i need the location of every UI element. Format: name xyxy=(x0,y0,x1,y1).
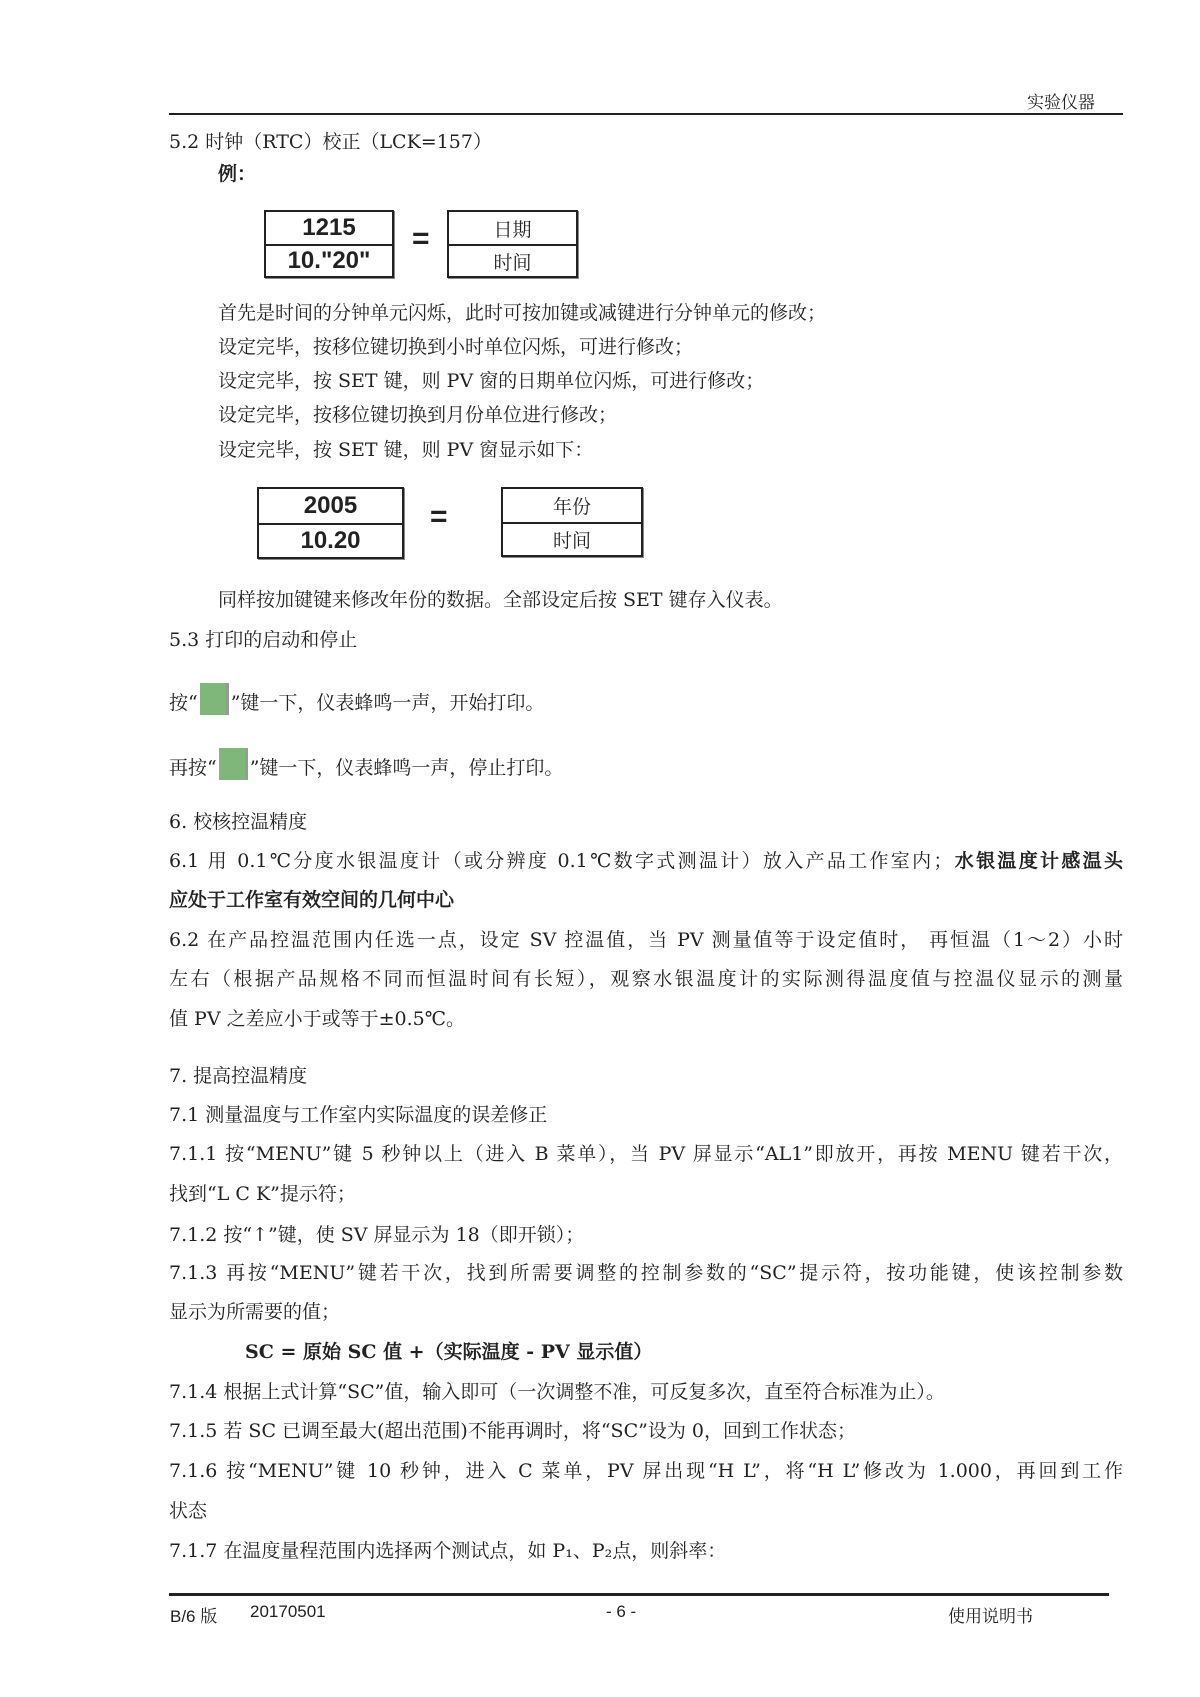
step-1: 首先是时间的分钟单元闪烁，此时可按加键或减键进行分钟单元的修改； xyxy=(218,302,827,324)
label-bottom: 时间 xyxy=(503,522,641,555)
step-3: 设定完毕，按 SET 键，则 PV 窗的日期单位闪烁，可进行修改； xyxy=(218,370,765,392)
formula: SC = 原始 SC 值 +（实际温度 - PV 显示值） xyxy=(245,1341,653,1363)
print-stop-post: ”键一下，仪表蜂鸣一声，停止打印。 xyxy=(249,757,564,779)
print-stop-pre: 再按“ xyxy=(169,757,217,779)
print-start-post: ”键一下，仪表蜂鸣一声，开始打印。 xyxy=(230,692,545,714)
section-5-2-heading: 5.2 时钟（RTC）校正（LCK=157） xyxy=(169,131,492,153)
print-start-text xyxy=(169,683,1123,715)
print-key-icon xyxy=(219,748,248,780)
section-5-3-heading: 5.3 打印的启动和停止 xyxy=(169,629,358,651)
para-7-1-2: 7.1.2 按“↑”键，使 SV 屏显示为 18（即开锁）； xyxy=(169,1224,585,1246)
equals-sign: = xyxy=(430,500,448,533)
label-top: 年份 xyxy=(552,496,591,518)
para-6-1-bold: 水银温度计感温头 xyxy=(952,850,1123,872)
display-top: 2005 xyxy=(303,492,358,519)
footer-date: 20170501 xyxy=(250,1602,326,1621)
display-bottom: 10.20 xyxy=(259,523,402,557)
para-7-1-4: 7.1.4 根据上式计算“SC”值，输入即可（一次调整不准，可反复多次，直至符合标准为止）。 xyxy=(169,1381,945,1403)
para-7-1-1-line-1: 7.1.1 按“MENU”键 5 秒钟以上（进入 B 菜单），当 PV 屏显示“AL1”即放开，再按 MENU 键若干次， xyxy=(169,1143,1123,1165)
para-7-1-6-line-1: 7.1.6 按“MENU”键 10 秒钟，进入 C 菜单，PV 屏出现“H L”，将“H L”修改为 1.000，再回到工作 xyxy=(169,1460,1123,1482)
display-diagram-2 xyxy=(257,487,404,559)
para-7-1: 7.1 测量温度与工作室内实际温度的误差修正 xyxy=(169,1104,548,1126)
step-2: 设定完毕，按移位键切换到小时单位闪烁，可进行修改； xyxy=(218,336,694,358)
para-6-2-line-2: 左右（根据产品规格不同而恒温时间有长短），观察水银温度计的实际测得温度值与控温仪显示的测量 xyxy=(169,968,1123,990)
step-4: 设定完毕，按移位键切换到月份单位进行修改； xyxy=(218,404,618,426)
para-6-1-text: 6.1 用 0.1℃分度水银温度计（或分辨度 0.1℃数字式测温计）放入产品工作室内； xyxy=(169,850,953,872)
para-6-2-line-1: 6.2 在产品控温范围内任选一点，设定 SV 控温值，当 PV 测量值等于设定值时， 再恒温（1～2）小时 xyxy=(169,929,1123,951)
print-start-pre: 按“ xyxy=(169,692,198,714)
footer-page-number: - 6 - xyxy=(606,1602,637,1621)
para-7-1-7: 7.1.7 在温度量程范围内选择两个测试点，如 P₁、P₂点，则斜率： xyxy=(169,1540,727,1562)
label-diagram-1 xyxy=(447,210,578,278)
para-7-1-1-line-2: 找到“L C K”提示符； xyxy=(169,1183,356,1205)
closing-text: 同样按加键键来修改年份的数据。全部设定后按 SET 键存入仪表。 xyxy=(218,589,783,611)
para-6-1-line-2: 应处于工作室有效空间的几何中心 xyxy=(169,889,455,911)
print-key-icon xyxy=(200,683,229,715)
display-diagram-1 xyxy=(264,210,394,278)
step-5: 设定完毕，按 SET 键，则 PV 窗显示如下： xyxy=(218,439,594,461)
section-7-heading: 7. 提高控温精度 xyxy=(169,1065,308,1087)
para-6-1-line-1 xyxy=(169,849,1123,873)
para-7-1-6-line-2: 状态 xyxy=(169,1500,208,1522)
header-rule xyxy=(169,113,1123,115)
label-bottom: 时间 xyxy=(449,244,576,276)
example-label: 例： xyxy=(218,163,257,185)
label-diagram-2 xyxy=(501,487,643,557)
para-6-2-line-3: 值 PV 之差应小于或等于±0.5℃。 xyxy=(169,1008,465,1030)
label-top: 日期 xyxy=(493,218,532,241)
section-6-heading: 6. 校核控温精度 xyxy=(169,811,308,833)
para-7-1-3-line-2: 显示为所需要的值； xyxy=(169,1301,341,1323)
para-7-1-3-line-1: 7.1.3 再按“MENU”键若干次，找到所需要调整的控制参数的“SC”提示符，按功能键，使该控制参数 xyxy=(169,1262,1123,1284)
footer-version: B/6 版 xyxy=(170,1607,218,1626)
header-title: 实验仪器 xyxy=(1027,93,1095,113)
display-top: 1215 xyxy=(302,214,356,241)
footer-rule xyxy=(169,1593,1109,1596)
display-bottom: 10."20" xyxy=(266,244,392,276)
print-stop-text xyxy=(169,748,1123,780)
equals-sign: = xyxy=(412,222,430,255)
para-7-1-5: 7.1.5 若 SC 已调至最大(超出范围)不能再调时，将“SC”设为 0，回到工作状态； xyxy=(169,1420,856,1442)
footer-doc-title: 使用说明书 xyxy=(948,1607,1033,1626)
